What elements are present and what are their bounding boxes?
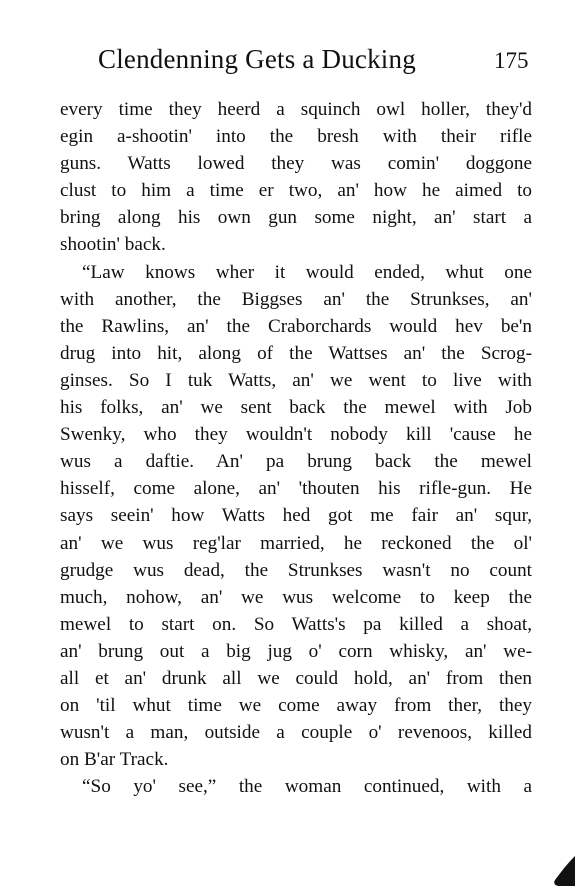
running-title: Clendenning Gets a Ducking — [98, 44, 416, 74]
text-line: says seein' how Watts hed got me fair an' squr, — [60, 505, 532, 527]
text-line: on B'ar Track. — [60, 749, 169, 771]
text-line: shootin' back. — [60, 234, 166, 256]
text-line: all et an' drunk all we could hold, an' from then — [60, 667, 532, 689]
page-number: 175 — [494, 48, 529, 73]
text-line: guns. Watts lowed they was comin' doggone — [60, 153, 532, 175]
text-line: drug into hit, along of the Wattses an' the Scrog- — [60, 342, 532, 364]
text-line: Swenky, who they wouldn't nobody kill 'cause he — [60, 424, 532, 446]
text-line: his folks, an' we sent back the mewel with Job — [60, 397, 532, 419]
text-line: “So yo' see,” the woman continued, with a — [82, 776, 532, 798]
text-line: the Rawlins, an' the Craborchards would hev be'n — [60, 315, 532, 337]
text-line: with another, the Biggses an' the Strunkses, an' — [60, 288, 532, 310]
text-line: an' we wus reg'lar married, he reckoned the ol' — [60, 532, 532, 554]
text-line: egin a-shootin' into the bresh with their rifle — [60, 126, 532, 148]
text-line: every time they heerd a squinch owl holler, they'd — [60, 99, 532, 120]
page-edge-mark — [545, 850, 575, 890]
text-line: “Law knows wher it would ended, whut one — [82, 261, 532, 283]
text-line: hisself, come alone, an' 'thouten his rifle-gun. He — [60, 478, 532, 500]
text-line: bring along his own gun some night, an' start a — [60, 207, 532, 229]
text-line: clust to him a time er two, an' how he aimed to — [60, 180, 532, 202]
text-line: wusn't a man, outside a couple o' revenoos, killed — [60, 722, 532, 744]
text-line: much, nohow, an' we wus welcome to keep the — [60, 586, 532, 608]
page-body — [60, 96, 532, 800]
text-line: an' brung out a big jug o' corn whisky, an' we- — [60, 640, 532, 662]
text-line: grudge wus dead, the Strunkses wasn't no count — [60, 559, 532, 581]
text-line: mewel to start on. So Watts's pa killed a shoat, — [60, 613, 532, 635]
text-line: wus a daftie. An' pa brung back the mewel — [60, 451, 532, 473]
text-line: on 'til whut time we come away from ther, they — [60, 695, 532, 717]
running-header — [0, 44, 575, 84]
text-line: ginses. So I tuk Watts, an' we went to live with — [60, 369, 532, 391]
